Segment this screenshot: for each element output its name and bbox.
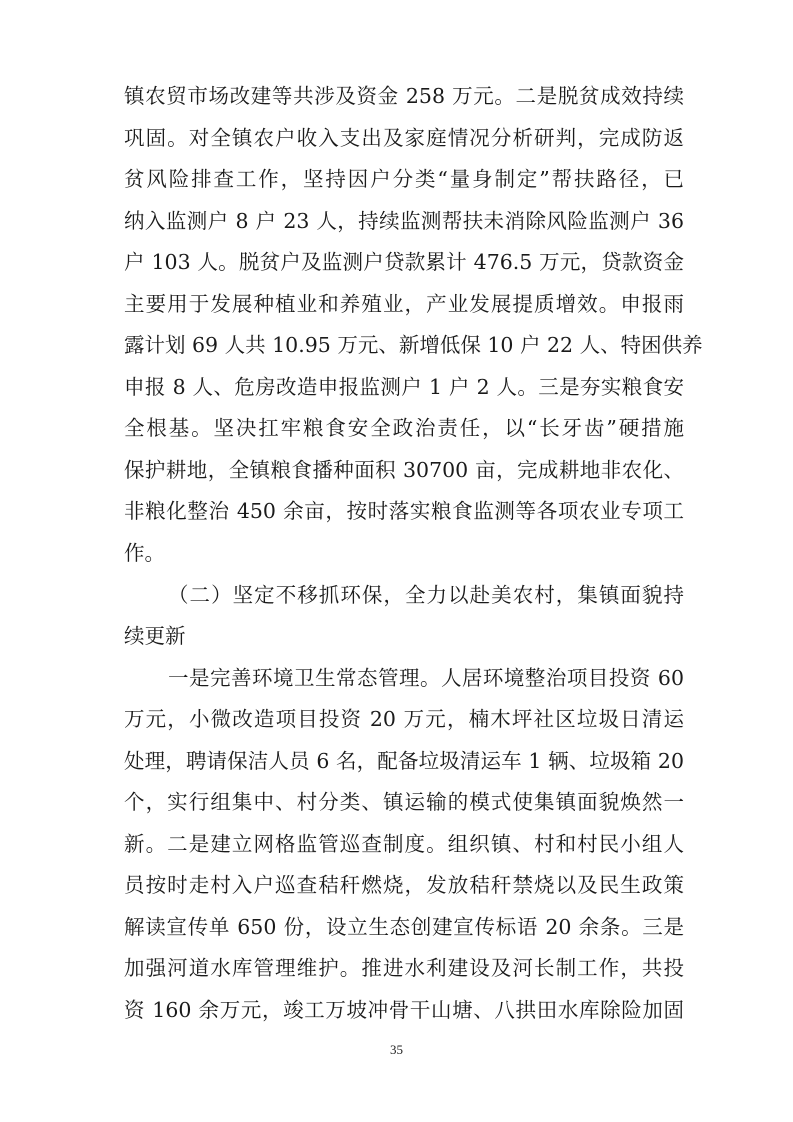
body-text-line: 一是完善环境卫生常态管理。人居环境整治项目投资 60 bbox=[168, 666, 684, 690]
body-text-line: 全根基。坚决扛牢粮食安全政治责任，以“长牙齿”硬措施 bbox=[124, 416, 684, 440]
body-text-line: 申报 8 人、危房改造申报监测户 1 户 2 人。三是夯实粮食安 bbox=[124, 375, 684, 399]
body-text-line: 主要用于发展种植业和养殖业，产业发展提质增效。申报雨 bbox=[124, 292, 684, 316]
body-text-line: 露计划 69 人共 10.95 万元、新增低保 10 户 22 人、特困供养 bbox=[124, 333, 703, 357]
body-text-line: 万元，小微改造项目投资 20 万元，楠木坪社区垃圾日清运 bbox=[124, 707, 684, 731]
body-text-line: 员按时走村入户巡查秸秆燃烧，发放秸秆禁烧以及民生政策 bbox=[124, 873, 684, 897]
body-text-line: 新。二是建立网格监管巡查制度。组织镇、村和村民小组人 bbox=[124, 832, 684, 856]
body-text-line: 贫风险排查工作，坚持因户分类“量身制定”帮扶路径，已 bbox=[124, 167, 684, 191]
body-text-line: 户 103 人。脱贫户及监测户贷款累计 476.5 万元，贷款资金 bbox=[124, 250, 684, 274]
section-heading-line: 续更新 bbox=[124, 624, 186, 648]
body-text-line: 保护耕地，全镇粮食播种面积 30700 亩，完成耕地非农化、 bbox=[124, 458, 684, 482]
body-text-line: 加强河道水库管理维护。推进水利建设及河长制工作，共投 bbox=[124, 956, 684, 980]
body-text-line: 纳入监测户 8 户 23 人，持续监测帮扶未消除风险监测户 36 bbox=[124, 209, 684, 233]
body-text-line: 作。 bbox=[124, 541, 165, 565]
body-text-line: 个，实行组集中、村分类、镇运输的模式使集镇面貌焕然一 bbox=[124, 790, 684, 814]
body-text-line: 非粮化整治 450 余亩，按时落实粮食监测等各项农业专项工 bbox=[124, 499, 684, 523]
body-text-line: 解读宣传单 650 份，设立生态创建宣传标语 20 余条。三是 bbox=[124, 915, 684, 939]
body-text-line: 巩固。对全镇农户收入支出及家庭情况分析研判，完成防返 bbox=[124, 126, 684, 150]
page-number: 35 bbox=[390, 1042, 403, 1057]
body-text-line: 镇农贸市场改建等共涉及资金 258 万元。二是脱贫成效持续 bbox=[124, 84, 684, 108]
body-text-line: 处理，聘请保洁人员 6 名，配备垃圾清运车 1 辆、垃圾箱 20 bbox=[124, 749, 684, 773]
section-heading-line: （二）坚定不移抓环保，全力以赴美农村，集镇面貌持 bbox=[168, 583, 684, 607]
body-text-line: 资 160 余万元，竣工万坡冲骨干山塘、八拱田水库除险加固 bbox=[124, 998, 684, 1022]
